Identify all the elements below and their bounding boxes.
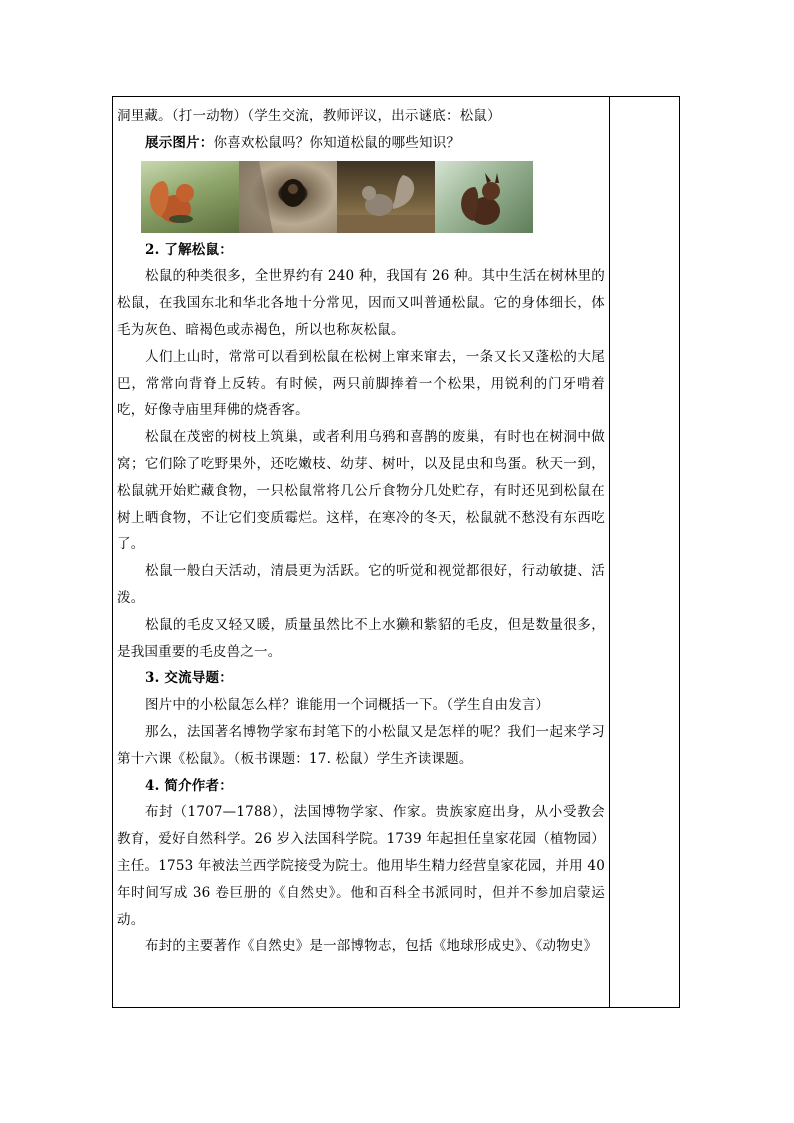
paragraph-question: 图片中的小松鼠怎么样？谁能用一个词概括一下。（学生自由发言） [145,697,550,714]
paragraph-activity: 松鼠一般白天活动，清晨更为活跃。它的听觉和视觉都很好，行动敏捷、活泼。 [117,563,605,606]
show-pictures-question: 你喜欢松鼠吗？你知道松鼠的哪些知识？ [213,134,461,151]
riddle-line: 洞里藏。（打一动物）（学生交流，教师评议，出示谜底：松鼠） [117,108,501,124]
section-heading-2: 2. 了解松鼠： [145,241,233,258]
column-divider [609,97,610,1007]
paragraph-nest-food: 松鼠在茂密的树枝上筑巢，或者利用乌鸦和喜鹊的废巢，有时也在树洞中做窝；它们除了吃野果外，还吃嫩枝、幼芽、树叶，以及昆虫和鸟蛋。秋天一到，松鼠就开始贮藏食物，一只松鼠常将几公斤食物分几处贮存，有时还见到松鼠在树上晒食物，不让它们变质霉烂。这样，在寒冷的冬天，松鼠就不愁没有东西吃了。 [117,429,605,553]
paragraph-works: 布封的主要著作《自然史》是一部博物志，包括《地球形成史》、《动物史》 [145,938,598,955]
section-heading-3: 3. 交流导题： [145,670,233,687]
paragraph-fur: 松鼠的毛皮又轻又暖，质量虽然比不上水獭和紫貂的毛皮，但是数量很多，是我国重要的毛皮兽之一。 [117,616,605,660]
squirrel-photo-strip [141,161,533,233]
squirrel-photo-pine [435,161,533,233]
paragraph-species: 松鼠的种类很多，全世界约有 240 种，我国有 26 种。其中生活在树林里的松鼠，在我国东北和华北各地十分常见，因而又叫普通松鼠。它的身体细长，体毛为灰色、暗褐色或赤褐色，所以也称灰松鼠。 [117,268,605,338]
lesson-table [112,96,680,1008]
section-heading-4: 4. 简介作者： [145,777,233,794]
lesson-content-cell [117,103,605,960]
paragraph-intro-lesson: 那么，法国著名博物学家布封笔下的小松鼠又是怎样的呢？我们一起来学习第十六课《松鼠》。（板书课题：17. 松鼠）学生齐读课题。 [117,723,605,767]
squirrel-photo-on-log [337,161,435,233]
show-pictures-label: 展示图片： [145,134,214,151]
paragraph-author-bio: 布封（1707—1788），法国博物学家、作家。贵族家庭出身，从小受教会教育，爱好自然科学。26 岁入法国科学院。1739 年起担任皇家花园（植物园）主任。1753 年被法兰西学院接受为院士。他用毕生精力经营皇家花园，并用 40 年时间写成 36 卷巨册的《自然史》。他和百科全书派同时，但并不参加启蒙运动。 [117,804,605,928]
squirrel-photo-eating [141,161,239,233]
show-pictures-line [117,130,605,157]
paragraph-behavior: 人们上山时，常常可以看到松鼠在松树上窜来窜去，一条又长又蓬松的大尾巴，常常向背脊上反转。有时候，两只前脚捧着一个松果，用锐利的门牙啃着吃，好像寺庙里拜佛的烧香客。 [117,348,605,419]
tree-hollow-photo [239,161,337,233]
